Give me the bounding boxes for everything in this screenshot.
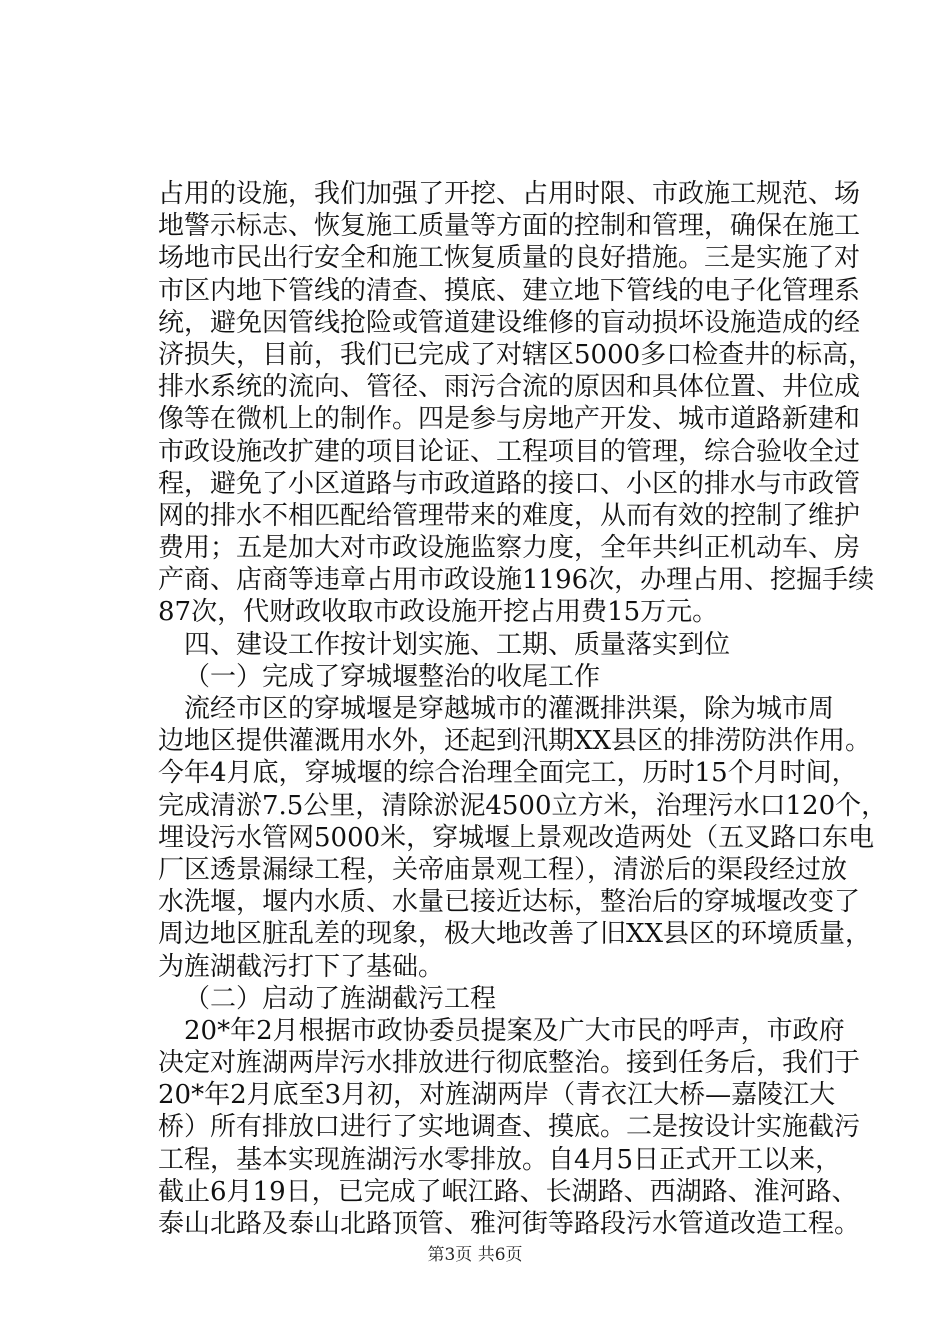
page-number-footer: 第3页 共6页 — [427, 1245, 523, 1265]
document-body — [158, 178, 888, 1240]
body-line: 完成清淤7.5公里，清除淤泥4500立方米，治理污水口120个， — [158, 790, 888, 821]
body-line: 截止6月19日，已完成了岷江路、长湖路、西湖路、淮河路、 — [158, 1176, 858, 1207]
subsection-heading: （一）完成了穿城堰整治的收尾工作 — [184, 661, 601, 692]
body-line: 20*年2月底至3月初，对旌湖两岸（青衣江大桥—嘉陵江大 — [158, 1080, 836, 1111]
body-line: 工程，基本实现旌湖污水零排放。自4月5日正式开工以来， — [158, 1144, 842, 1175]
body-line: 占用的设施，我们加强了开挖、占用时限、市政施工规范、场 — [158, 179, 861, 209]
body-line: 场地市民出行安全和施工恢复质量的良好措施。三是实施了对 — [158, 243, 861, 274]
body-line: 费用；五是加大对市政设施监察力度，全年共纠正机动车、房 — [158, 533, 861, 564]
body-line: 周边地区脏乱差的现象，极大地改善了旧XX县区的环境质量， — [158, 919, 872, 950]
body-line: 决定对旌湖两岸污水排放进行彻底整治。接到任务后，我们于 — [158, 1048, 861, 1079]
body-line: 排水系统的流向、管径、雨污合流的原因和具体位置、井位成 — [158, 372, 861, 403]
body-line: 产商、店商等违章占用市政设施1196次，办理占用、挖掘手续 — [158, 565, 875, 596]
body-line: 桥）所有排放口进行了实地调查、摸底。二是按设计实施截污 — [158, 1112, 861, 1143]
body-line: 87次，代财政收取市政设施开挖占用费15万元。 — [158, 597, 719, 628]
body-line: 为旌湖截污打下了基础。 — [158, 951, 445, 982]
section-heading: 四、建设工作按计划实施、工期、质量落实到位 — [184, 629, 731, 660]
body-line: 市政设施改扩建的项目论证、工程项目的管理，综合验收全过 — [158, 436, 861, 467]
body-line: 泰山北路及泰山北路顶管、雅河街等路段污水管道改造工程。 — [158, 1209, 861, 1239]
body-line: 网的排水不相匹配给管理带来的难度，从而有效的控制了维护 — [158, 500, 861, 531]
body-line: 济损失，目前，我们已完成了对辖区5000多口检查井的标高， — [158, 339, 875, 370]
body-line: 埋设污水管网5000米，穿城堰上景观改造两处（五叉路口东电 — [158, 822, 875, 853]
body-line: 流经市区的穿城堰是穿越城市的灌溉排洪渠，除为城市周 — [184, 694, 835, 724]
subsection-heading: （二）启动了旌湖截污工程 — [184, 983, 497, 1014]
body-line: 地警示标志、恢复施工质量等方面的控制和管理，确保在施工 — [158, 211, 861, 242]
body-line: 今年4月底，穿城堰的综合治理全面完工，历时15个月时间， — [158, 758, 858, 789]
body-line: 像等在微机上的制作。四是参与房地产开发、城市道路新建和 — [158, 404, 861, 435]
body-line: 统，避免因管线抢险或管道建设维修的盲动损坏设施造成的经 — [158, 307, 861, 338]
body-line: 厂区透景漏绿工程，关帝庙景观工程），清淤后的渠段经过放 — [158, 854, 848, 885]
body-line: 水洗堰，堰内水质、水量已接近达标，整治后的穿城堰改变了 — [158, 887, 861, 918]
body-line: 市区内地下管线的清查、摸底、建立地下管线的电子化管理系 — [158, 275, 861, 306]
body-line: 边地区提供灌溉用水外，还起到汛期XX县区的排涝防洪作用。 — [158, 726, 872, 757]
body-line: 20*年2月根据市政协委员提案及广大市民的呼声，市政府 — [184, 1015, 845, 1046]
body-line: 程，避免了小区道路与市政道路的接口、小区的排水与市政管 — [158, 468, 861, 499]
